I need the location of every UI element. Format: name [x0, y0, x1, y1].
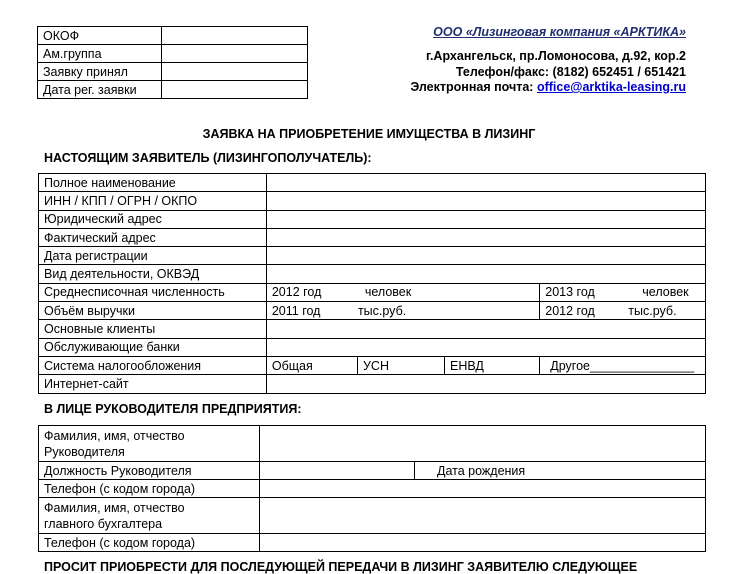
- director-fio-line1: Фамилия, имя, отчество: [44, 428, 185, 443]
- director-fio-field[interactable]: [260, 426, 706, 462]
- form-title: ЗАЯВКА НА ПРИОБРЕТЕНИЕ ИМУЩЕСТВА В ЛИЗИНГ: [202, 127, 536, 141]
- website-field[interactable]: [266, 375, 705, 393]
- headcount-unit1: человек: [364, 285, 412, 300]
- okof-label: ОКОФ: [38, 27, 162, 45]
- revenue-unit2: тыс.руб.: [628, 303, 677, 318]
- director-position-field[interactable]: [260, 462, 415, 480]
- section-request-heading: ПРОСИТ ПРИОБРЕСТИ ДЛЯ ПОСЛЕДУЮЩЕЙ ПЕРЕДАЧИ В ЛИЗИНГ ЗАЯВИТЕЛЮ СЛЕДУЮЩЕЕ: [44, 560, 638, 574]
- accountant-fio-line2: главного бухгалтера: [44, 516, 163, 531]
- full-name-field[interactable]: [266, 174, 705, 192]
- am-group-label: Ам.группа: [38, 45, 162, 63]
- revenue-unit1: тыс.руб.: [357, 303, 407, 318]
- actual-address-field[interactable]: [266, 228, 705, 246]
- revenue-year2-cell[interactable]: [540, 302, 706, 320]
- headcount-year1-cell[interactable]: [266, 283, 539, 301]
- email-link[interactable]: office@arktika-leasing.ru: [536, 80, 686, 94]
- clients-label: Основные клиенты: [39, 320, 267, 338]
- table-row: [39, 498, 706, 534]
- revenue-label: Объём выручки: [39, 302, 267, 320]
- table-row: [39, 283, 706, 301]
- company-email-line: [410, 80, 686, 94]
- table-row: [39, 534, 706, 552]
- table-row: [39, 338, 706, 356]
- accountant-fio-line1: Фамилия, имя, отчество: [44, 500, 185, 515]
- revenue-year1: 2011 год: [271, 303, 321, 318]
- tax-option-usn[interactable]: УСН: [357, 356, 444, 374]
- headcount-unit2: человек: [642, 285, 689, 300]
- am-group-field[interactable]: [162, 45, 308, 63]
- director-fio-line2: Руководителя: [44, 444, 125, 459]
- ids-label: ИНН / КПП / ОГРН / ОКПО: [39, 192, 267, 210]
- actual-address-label: Фактический адрес: [39, 228, 267, 246]
- table-row: [39, 265, 706, 283]
- reg-date-applicant-field[interactable]: [266, 247, 705, 265]
- headcount-label: Среднесписочная численность: [39, 283, 267, 301]
- table-row: [39, 192, 706, 210]
- table-row: [39, 356, 706, 374]
- accountant-phone-field[interactable]: [260, 534, 706, 552]
- section-applicant-heading: НАСТОЯЩИМ ЗАЯВИТЕЛЬ (ЛИЗИНГОПОЛУЧАТЕЛЬ):: [44, 151, 372, 165]
- legal-address-label: Юридический адрес: [39, 210, 267, 228]
- company-address: г.Архангельск, пр.Ломоносова, д.92, кор.2: [425, 49, 686, 63]
- table-row: [39, 174, 706, 192]
- table-row: [39, 302, 706, 320]
- headcount-year2-cell[interactable]: [540, 283, 706, 301]
- table-row: [39, 247, 706, 265]
- director-phone-label: Телефон (с кодом города): [39, 480, 260, 498]
- director-fio-label: [39, 426, 260, 462]
- tax-label: Система налогообложения: [39, 356, 267, 374]
- revenue-year2: 2012 год: [545, 303, 595, 318]
- tax-option-envd[interactable]: ЕНВД: [444, 356, 539, 374]
- registration-table: [37, 26, 308, 99]
- table-row: [39, 375, 706, 393]
- reg-date-applicant-label: Дата регистрации: [39, 247, 267, 265]
- director-position-label: Должность Руководителя: [39, 462, 260, 480]
- director-table: [38, 425, 706, 552]
- table-row: [39, 210, 706, 228]
- banks-field[interactable]: [266, 338, 705, 356]
- company-name: ООО «Лизинговая компания «АРКТИКА»: [433, 25, 686, 39]
- section-director-heading: В ЛИЦЕ РУКОВОДИТЕЛЯ ПРЕДПРИЯТИЯ:: [44, 402, 302, 416]
- table-row: [39, 228, 706, 246]
- table-row: [39, 462, 706, 480]
- headcount-year1: 2012 год: [271, 285, 322, 300]
- applicant-table: [38, 173, 706, 394]
- okof-field[interactable]: [162, 27, 308, 45]
- reg-date-label: Дата рег. заявки: [38, 81, 162, 99]
- table-row: [39, 320, 706, 338]
- full-name-label: Полное наименование: [39, 174, 267, 192]
- activity-label: Вид деятельности, ОКВЭД: [39, 265, 267, 283]
- tax-option-general[interactable]: Общая: [266, 356, 357, 374]
- table-row: [39, 426, 706, 462]
- email-label: Электронная почта:: [410, 80, 537, 94]
- director-birthdate-cell[interactable]: Дата рождения: [415, 462, 706, 480]
- headcount-year2: 2013 год: [545, 285, 595, 300]
- director-phone-field[interactable]: [260, 480, 706, 498]
- company-phone: Телефон/факс: (8182) 652451 / 651421: [455, 65, 686, 79]
- reg-date-field[interactable]: [162, 81, 308, 99]
- clients-field[interactable]: [266, 320, 705, 338]
- revenue-year1-cell[interactable]: [266, 302, 539, 320]
- legal-address-field[interactable]: [266, 210, 705, 228]
- accepted-by-label: Заявку принял: [38, 63, 162, 81]
- table-row: [39, 480, 706, 498]
- activity-field[interactable]: [266, 265, 705, 283]
- accepted-by-field[interactable]: [162, 63, 308, 81]
- accountant-fio-field[interactable]: [260, 498, 706, 534]
- website-label: Интернет-сайт: [39, 375, 267, 393]
- accountant-fio-label: [39, 498, 260, 534]
- accountant-phone-label: Телефон (с кодом города): [39, 534, 260, 552]
- ids-field[interactable]: [266, 192, 705, 210]
- banks-label: Обслуживающие банки: [39, 338, 267, 356]
- tax-option-other[interactable]: Другое_______________: [540, 356, 706, 374]
